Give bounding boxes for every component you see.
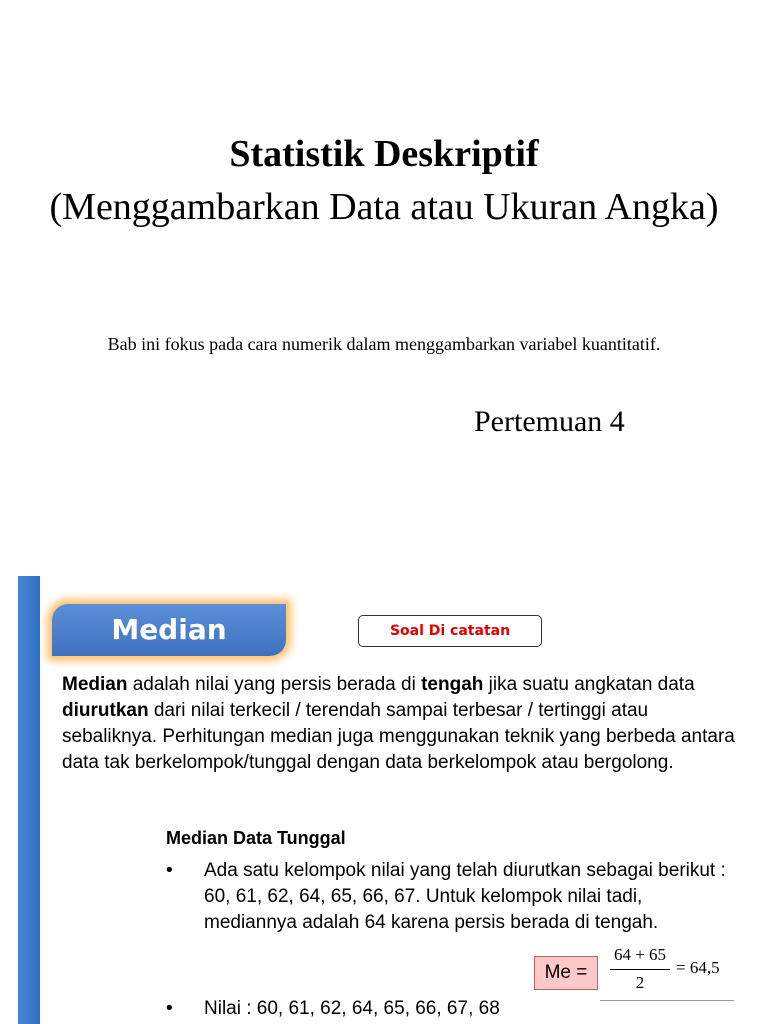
median-formula-label: Me = bbox=[534, 956, 598, 990]
fraction-bar bbox=[610, 969, 670, 970]
definition-bold-2: diurutkan bbox=[62, 700, 149, 721]
meeting-label: Pertemuan 4 bbox=[474, 405, 625, 438]
median-slide bbox=[0, 576, 768, 1024]
bullet-icon: • bbox=[166, 998, 173, 1019]
intro-text: Bab ini fokus pada cara numerik dalam menggambarkan variabel kuantitatif. bbox=[107, 334, 661, 354]
slide-title: Statistik Deskriptif bbox=[229, 133, 539, 175]
list-item bbox=[166, 996, 736, 1022]
median-formula bbox=[600, 944, 734, 1004]
list-item-text: Ada satu kelompok nilai yang telah diurutkan sebagai berikut : 60, 61, 62, 64, 65, 66, 67. Untuk kelompok nilai tadi, mediannya adalah 64 karena persis berada di tengah. bbox=[204, 860, 726, 933]
definition-text-3: dari nilai terkecil / terendah sampai terbesar / tertinggi atau sebaliknya. Perhitungan median juga menggunakan teknik yang berbeda antara data tak berkelompok/tunggal dengan data berkelompok atau bergolong. bbox=[62, 700, 735, 773]
definition-term: Median bbox=[62, 674, 128, 695]
definition-text-2: jika suatu angkatan data bbox=[483, 674, 695, 695]
formula-result: = 64,5 bbox=[676, 958, 720, 977]
note-box: Soal Di catatan bbox=[358, 615, 542, 647]
definition-bold-1: tengah bbox=[421, 674, 484, 695]
median-definition bbox=[62, 672, 742, 776]
sidebar-bar bbox=[18, 576, 40, 1024]
formula-denominator: 2 bbox=[635, 973, 645, 992]
definition-text-1: adalah nilai yang persis berada di bbox=[127, 674, 422, 695]
list-item-text: Nilai : 60, 61, 62, 64, 65, 66, 67, 68 bbox=[204, 998, 500, 1019]
list-item bbox=[166, 858, 736, 936]
slide-subtitle: (Menggambarkan Data atau Ukuran Angka) bbox=[49, 186, 719, 228]
section-heading: Median Data Tunggal bbox=[166, 828, 346, 848]
median-tab: Median bbox=[52, 604, 286, 656]
bullet-icon: • bbox=[166, 860, 173, 881]
formula-numerator: 64 + 65 bbox=[613, 945, 667, 964]
